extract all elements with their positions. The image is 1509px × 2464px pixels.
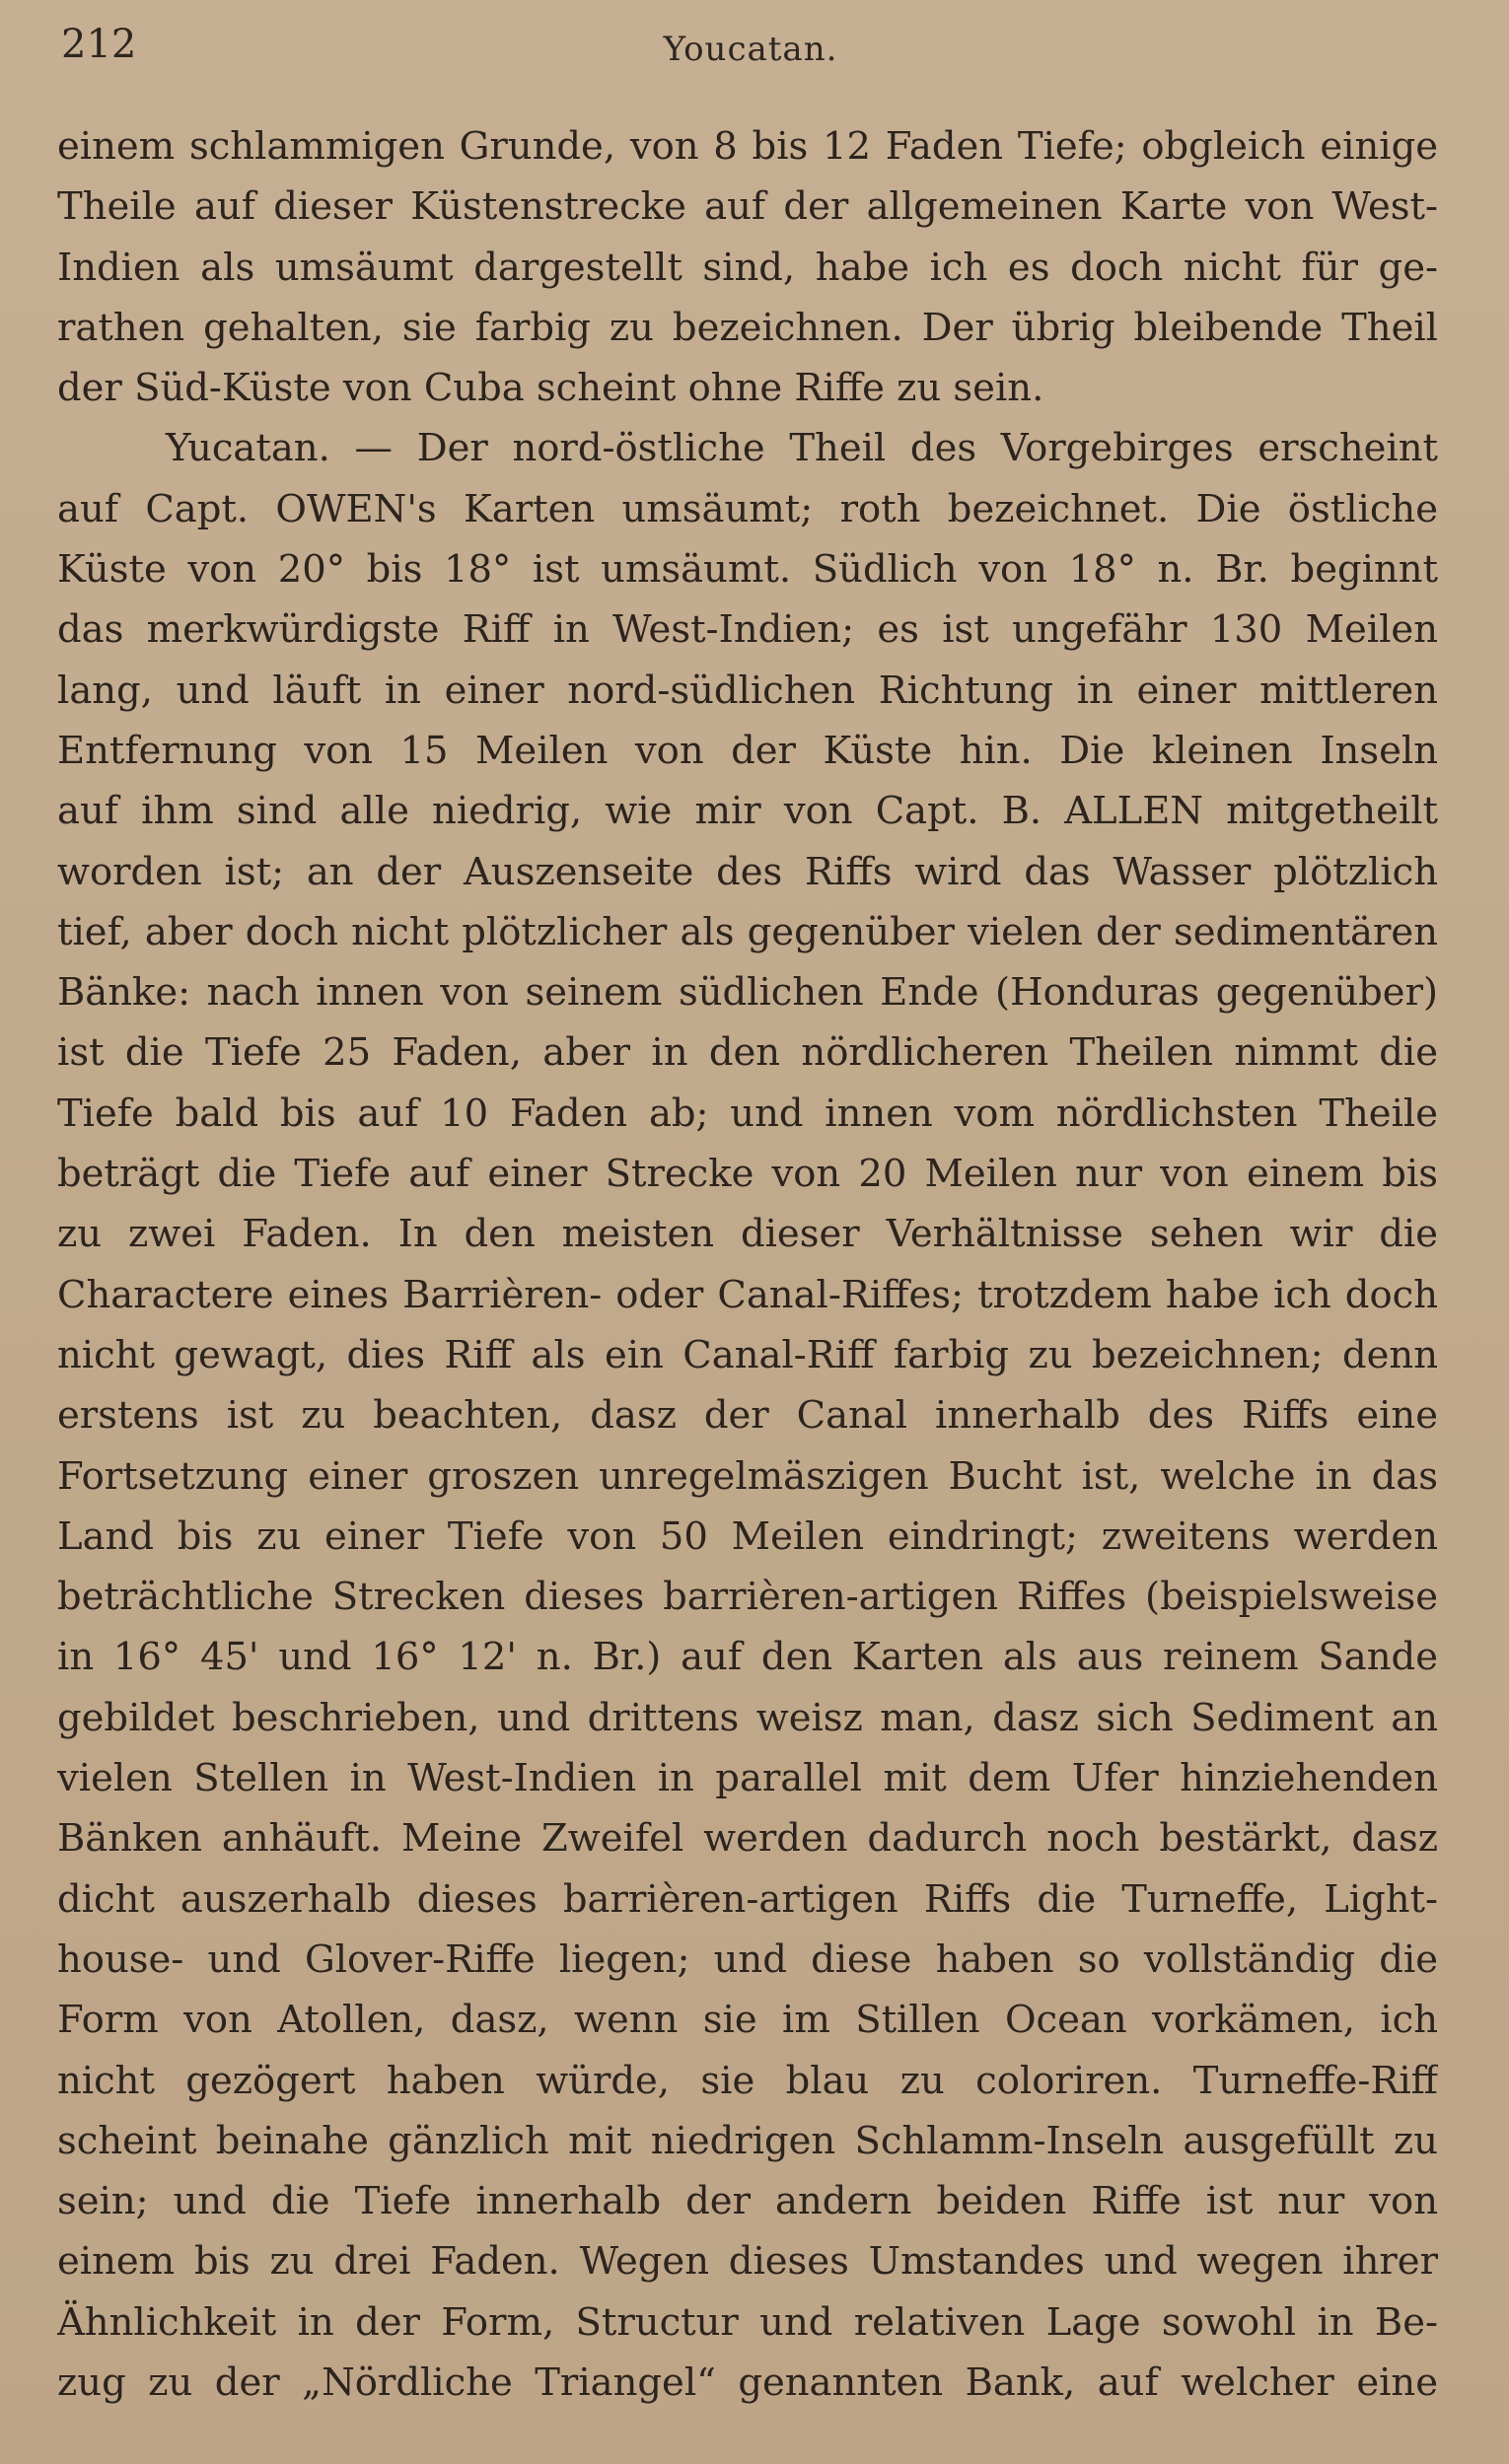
page-number: 212 xyxy=(61,22,137,67)
text-line: nicht gezögert haben würde, sie blau zu coloriren. Turneffe-Riff xyxy=(57,2058,1438,2103)
text-line: auf ihm sind alle niedrig, wie mir von Capt. B. ALLEN mitgetheilt xyxy=(57,789,1438,834)
text-line: ist die Tiefe 25 Faden, aber in den nördlicheren Theilen nimmt die xyxy=(57,1030,1438,1076)
text-line: Entfernung von 15 Meilen von der Küste hin. Die kleinen Inseln xyxy=(57,728,1438,773)
text-line: Land bis zu einer Tiefe von 50 Meilen eindringt; zweitens werden xyxy=(57,1514,1438,1559)
text-line: Form von Atollen, dasz, wenn sie im Stillen Ocean vorkämen, ich xyxy=(57,1998,1438,2043)
text-line: auf Capt. OWEN's Karten umsäumt; roth bezeichnet. Die östliche xyxy=(57,486,1438,531)
text-line: Charactere eines Barrièren- oder Canal-Riffes; trotzdem habe ich doch xyxy=(57,1272,1438,1317)
text-line: Yucatan. — Der nord-östliche Theil des Vorgebirges erscheint xyxy=(166,426,1438,471)
text-line: Fortsetzung einer groszen unregelmäszigen Bucht ist, welche in das xyxy=(57,1453,1438,1499)
text-line: erstens ist zu beachten, dasz der Canal innerhalb des Riffs eine xyxy=(57,1393,1438,1439)
text-line: vielen Stellen in West-Indien in parallel mit dem Ufer hinziehenden xyxy=(57,1756,1438,1801)
text-line: lang, und läuft in einer nord-südlichen Richtung in einer mittleren xyxy=(57,668,1438,713)
text-line: tief, aber doch nicht plötzlicher als gegenüber vielen der sedimentären xyxy=(57,909,1438,954)
text-line: Bänke: nach innen von seinem südlichen Ende (Honduras gegenüber) xyxy=(57,970,1438,1016)
text-line: der Süd-Küste von Cuba scheint ohne Riffe zu sein. xyxy=(57,366,1044,411)
text-line: rathen gehalten, sie farbig zu bezeichnen. Der übrig bleibende Theil xyxy=(57,305,1438,350)
text-line: house- und Glover-Riffe liegen; und diese haben so vollständig die xyxy=(57,1936,1438,1982)
text-line: dicht auszerhalb dieses barrièren-artigen Riffs die Turneffe, Light- xyxy=(57,1876,1438,1922)
running-title: Youcatan. xyxy=(663,30,838,69)
text-line: Ähnlichkeit in der Form, Structur und relativen Lage sowohl in Be- xyxy=(57,2299,1438,2345)
text-line: gebildet beschrieben, und drittens weisz man, dasz sich Sediment an xyxy=(57,1695,1438,1740)
text-line: Tiefe bald bis auf 10 Faden ab; und innen vom nördlichsten Theile xyxy=(57,1091,1438,1136)
text-line: nicht gewagt, dies Riff als ein Canal-Riff farbig zu bezeichnen; denn xyxy=(57,1332,1438,1377)
text-line: zug zu der „Nördliche Triangel“ genannten Bank, auf welcher eine xyxy=(57,2359,1438,2405)
text-line: das merkwürdigste Riff in West-Indien; es ist ungefähr 130 Meilen xyxy=(57,607,1438,653)
text-line: beträgt die Tiefe auf einer Strecke von 20 Meilen nur von einem bis xyxy=(57,1152,1438,1197)
text-line: in 16° 45' und 16° 12' n. Br.) auf den Karten als aus reinem Sande xyxy=(57,1635,1438,1680)
text-line: einem schlammigen Grunde, von 8 bis 12 Faden Tiefe; obgleich einige xyxy=(57,124,1438,169)
text-line: Indien als umsäumt dargestellt sind, habe ich es doch nicht für ge- xyxy=(57,245,1438,290)
text-line: einem bis zu drei Faden. Wegen dieses Umstandes und wegen ihrer xyxy=(57,2239,1438,2285)
text-line: Bänken anhäuft. Meine Zweifel werden dadurch noch bestärkt, dasz xyxy=(57,1816,1438,1862)
text-line: beträchtliche Strecken dieses barrièren-artigen Riffes (beispielsweise xyxy=(57,1575,1438,1620)
text-line: worden ist; an der Auszenseite des Riffs wird das Wasser plötzlich xyxy=(57,849,1438,894)
text-line: Theile auf dieser Küstenstrecke auf der allgemeinen Karte von West- xyxy=(57,184,1438,230)
text-line: Küste von 20° bis 18° ist umsäumt. Südlich von 18° n. Br. beginnt xyxy=(57,547,1438,593)
text-line: sein; und die Tiefe innerhalb der andern beiden Riffe ist nur von xyxy=(57,2179,1438,2224)
body-text xyxy=(57,116,1438,2413)
text-line: zu zwei Faden. In den meisten dieser Verhältnisse sehen wir die xyxy=(57,1212,1438,1257)
text-line: scheint beinahe gänzlich mit niedrigen Schlamm-Inseln ausgefüllt zu xyxy=(57,2118,1438,2163)
page-header xyxy=(61,22,1440,81)
